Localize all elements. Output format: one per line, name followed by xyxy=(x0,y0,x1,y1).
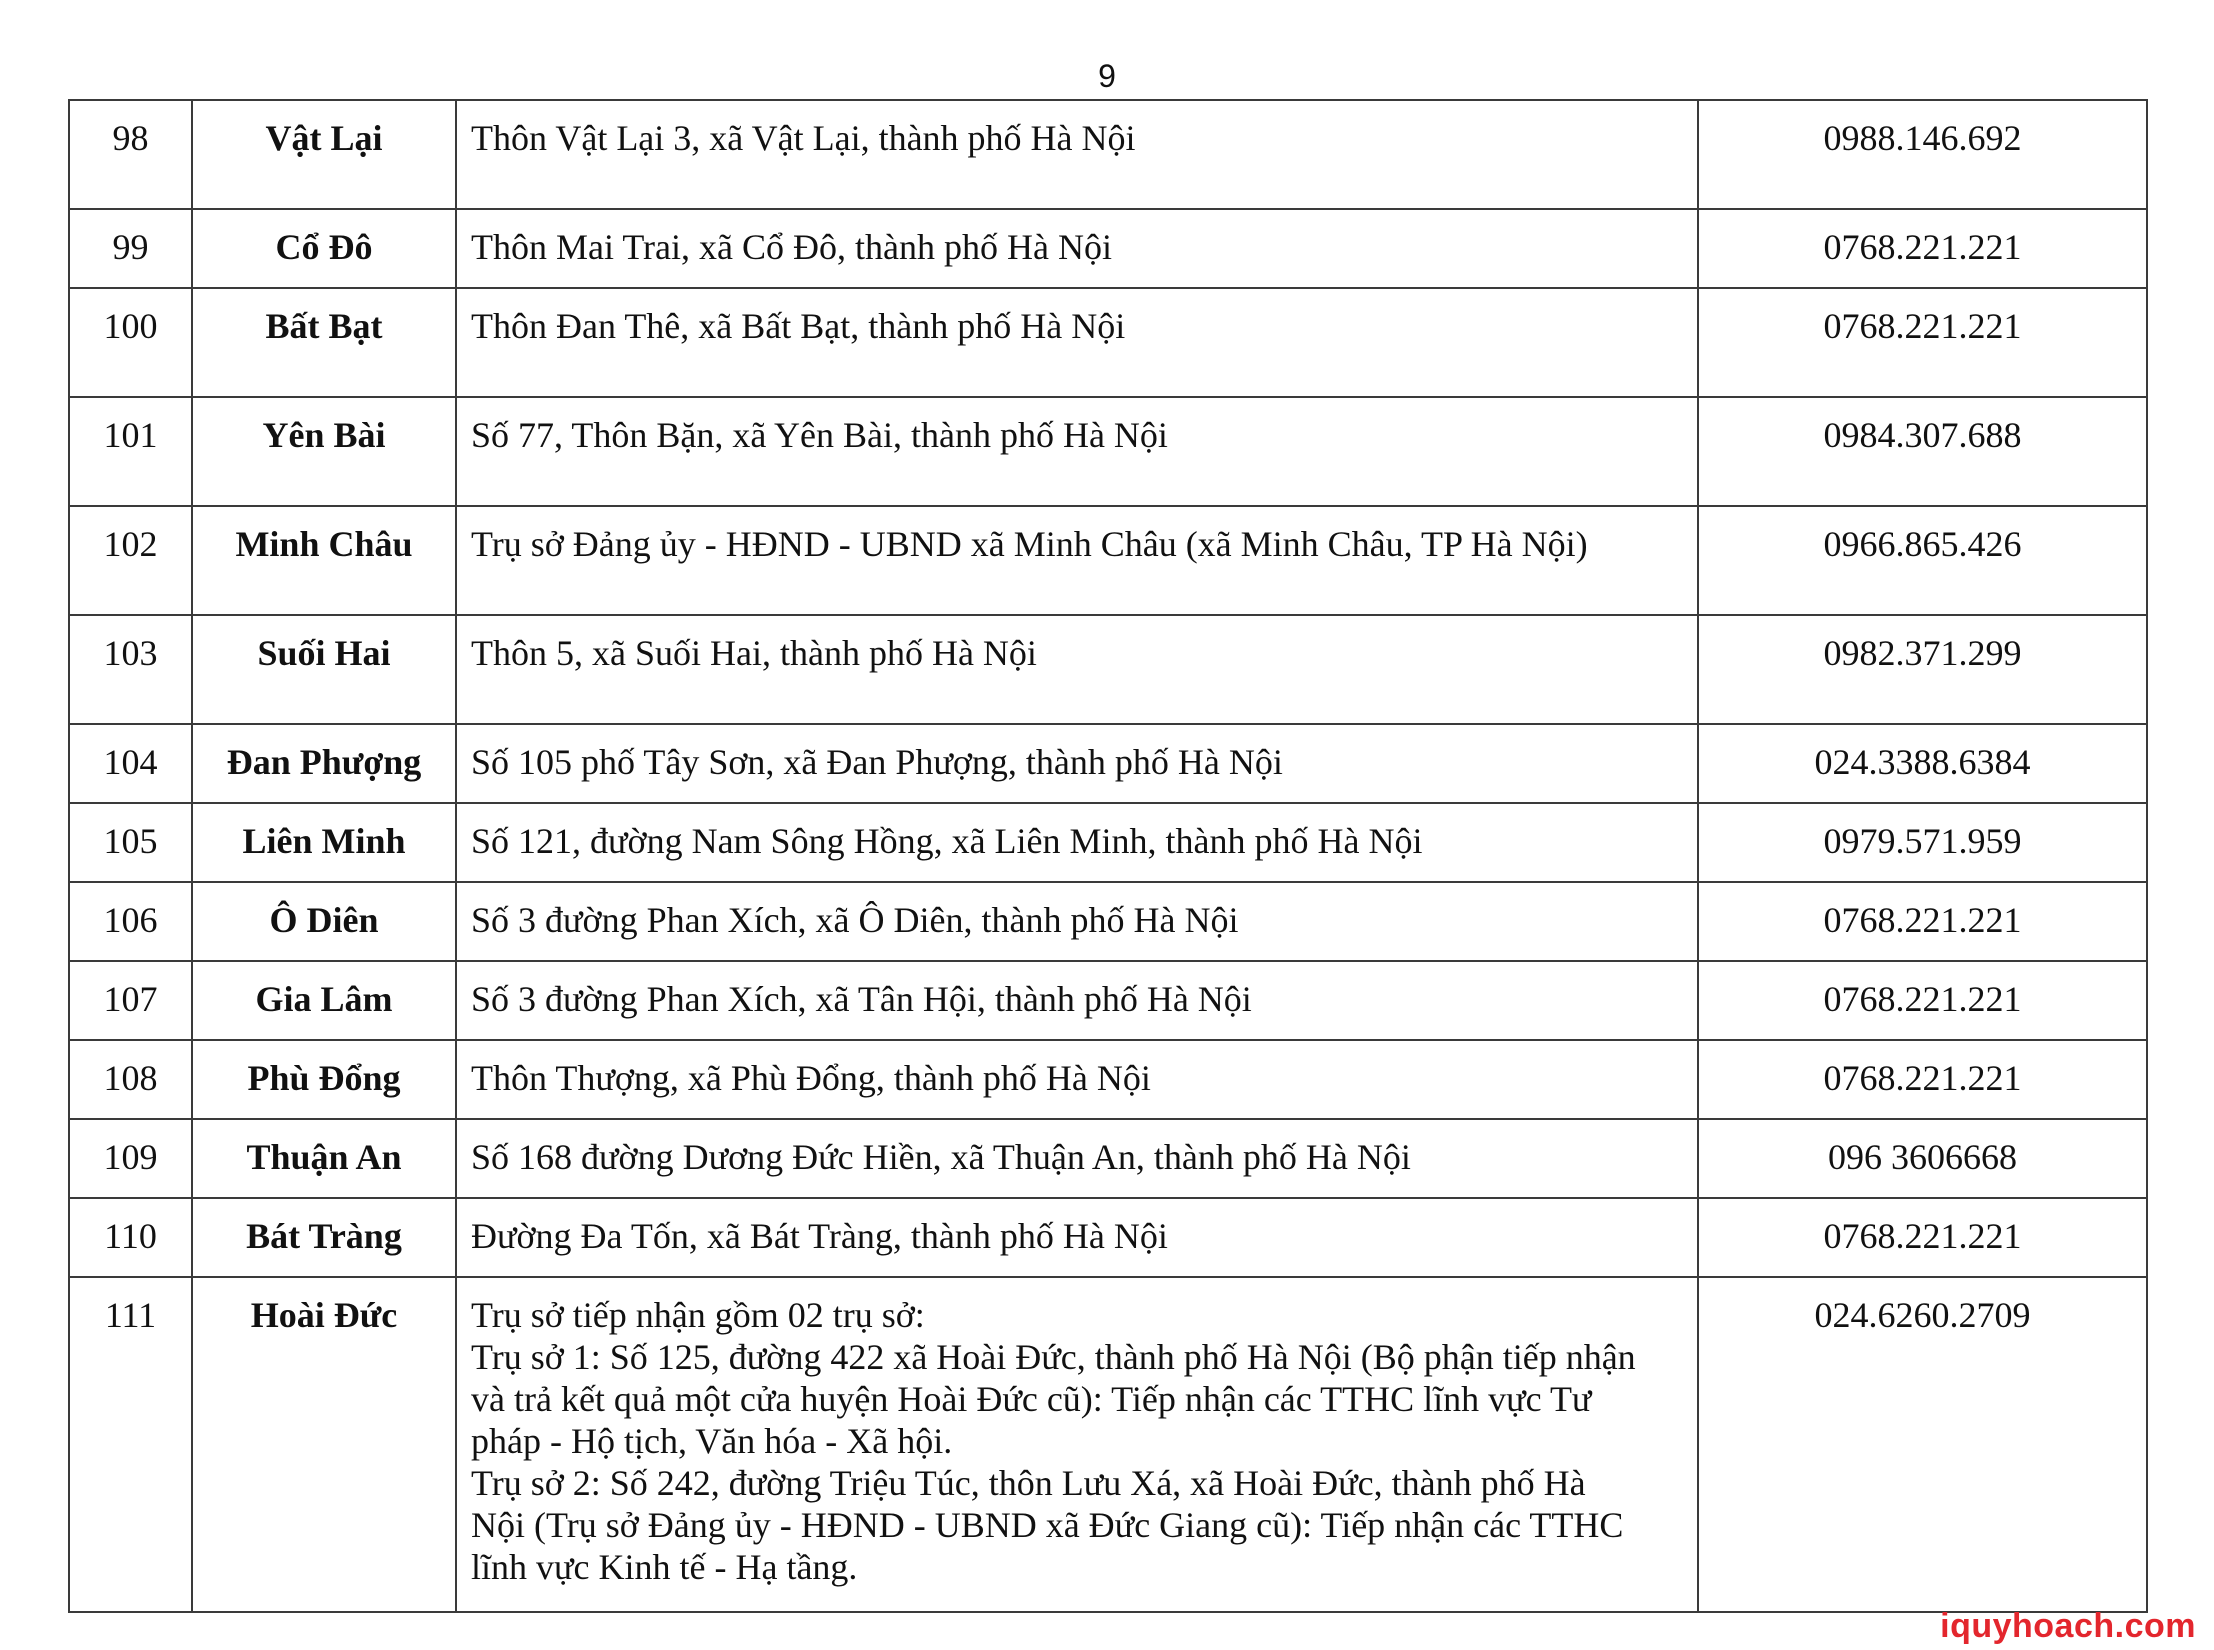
row-number: 106 xyxy=(69,882,192,961)
row-number: 107 xyxy=(69,961,192,1040)
row-number: 110 xyxy=(69,1198,192,1277)
row-number: 104 xyxy=(69,724,192,803)
commune-name: Hoài Đức xyxy=(192,1277,456,1612)
table-row xyxy=(69,1040,2147,1119)
commune-name: Đan Phượng xyxy=(192,724,456,803)
address-cell: Đường Đa Tốn, xã Bát Tràng, thành phố Hà Nội xyxy=(456,1198,1698,1277)
table-row xyxy=(69,803,2147,882)
commune-name: Liên Minh xyxy=(192,803,456,882)
phone-cell: 0768.221.221 xyxy=(1698,288,2147,397)
phone-cell: 0768.221.221 xyxy=(1698,1040,2147,1119)
row-number: 111 xyxy=(69,1277,192,1612)
address-cell: Số 3 đường Phan Xích, xã Ô Diên, thành phố Hà Nội xyxy=(456,882,1698,961)
address-line: Trụ sở tiếp nhận gồm 02 trụ sở: xyxy=(471,1295,925,1335)
address-line: Trụ sở 2: Số 242, đường Triệu Túc, thôn Lưu Xá, xã Hoài Đức, thành phố Hà xyxy=(471,1463,1586,1503)
address-cell: Thôn Thượng, xã Phù Đổng, thành phố Hà Nội xyxy=(456,1040,1698,1119)
phone-cell: 0768.221.221 xyxy=(1698,209,2147,288)
directory-table xyxy=(68,99,2148,1613)
row-number: 102 xyxy=(69,506,192,615)
address-cell: Thôn Vật Lại 3, xã Vật Lại, thành phố Hà Nội xyxy=(456,100,1698,209)
phone-cell: 096 3606668 xyxy=(1698,1119,2147,1198)
address-cell: Thôn 5, xã Suối Hai, thành phố Hà Nội xyxy=(456,615,1698,724)
row-number: 99 xyxy=(69,209,192,288)
commune-name: Suối Hai xyxy=(192,615,456,724)
row-number: 101 xyxy=(69,397,192,506)
table-row xyxy=(69,506,2147,615)
table-row xyxy=(69,397,2147,506)
commune-name: Gia Lâm xyxy=(192,961,456,1040)
row-number: 105 xyxy=(69,803,192,882)
address-cell: Số 168 đường Dương Đức Hiền, xã Thuận An, thành phố Hà Nội xyxy=(456,1119,1698,1198)
commune-name: Ô Diên xyxy=(192,882,456,961)
phone-cell: 0768.221.221 xyxy=(1698,882,2147,961)
phone-cell: 024.3388.6384 xyxy=(1698,724,2147,803)
address-cell: Thôn Đan Thê, xã Bất Bạt, thành phố Hà Nội xyxy=(456,288,1698,397)
commune-name: Bát Tràng xyxy=(192,1198,456,1277)
address-line: và trả kết quả một cửa huyện Hoài Đức cũ): Tiếp nhận các TTHC lĩnh vực Tư xyxy=(471,1379,1592,1419)
row-number: 98 xyxy=(69,100,192,209)
row-number: 108 xyxy=(69,1040,192,1119)
phone-cell: 0988.146.692 xyxy=(1698,100,2147,209)
table-row xyxy=(69,1198,2147,1277)
table-row xyxy=(69,882,2147,961)
address-line: Trụ sở 1: Số 125, đường 422 xã Hoài Đức, thành phố Hà Nội (Bộ phận tiếp nhận xyxy=(471,1337,1636,1377)
table-row xyxy=(69,615,2147,724)
commune-name: Minh Châu xyxy=(192,506,456,615)
phone-cell: 0979.571.959 xyxy=(1698,803,2147,882)
address-line: lĩnh vực Kinh tế - Hạ tầng. xyxy=(471,1547,858,1587)
address-cell: Số 3 đường Phan Xích, xã Tân Hội, thành phố Hà Nội xyxy=(456,961,1698,1040)
phone-cell: 024.6260.2709 xyxy=(1698,1277,2147,1612)
table-row xyxy=(69,100,2147,209)
address-cell: Số 105 phố Tây Sơn, xã Đan Phượng, thành phố Hà Nội xyxy=(456,724,1698,803)
table-row xyxy=(69,209,2147,288)
commune-name: Thuận An xyxy=(192,1119,456,1198)
commune-name: Yên Bài xyxy=(192,397,456,506)
phone-cell: 0982.371.299 xyxy=(1698,615,2147,724)
table-row xyxy=(69,1119,2147,1198)
table-row xyxy=(69,1277,2147,1612)
address-line: pháp - Hộ tịch, Văn hóa - Xã hội. xyxy=(471,1421,953,1461)
address-cell: Số 77, Thôn Bặn, xã Yên Bài, thành phố Hà Nội xyxy=(456,397,1698,506)
table-row xyxy=(69,724,2147,803)
page-number: 9 xyxy=(1098,58,1116,94)
row-number: 109 xyxy=(69,1119,192,1198)
commune-name: Cổ Đô xyxy=(192,209,456,288)
address-cell: Số 121, đường Nam Sông Hồng, xã Liên Minh, thành phố Hà Nội xyxy=(456,803,1698,882)
phone-cell: 0984.307.688 xyxy=(1698,397,2147,506)
phone-cell: 0768.221.221 xyxy=(1698,1198,2147,1277)
commune-name: Phù Đổng xyxy=(192,1040,456,1119)
address-line: Nội (Trụ sở Đảng ủy - HĐND - UBND xã Đức Giang cũ): Tiếp nhận các TTHC xyxy=(471,1505,1624,1545)
address-cell: Trụ sở Đảng ủy - HĐND - UBND xã Minh Châu (xã Minh Châu, TP Hà Nội) xyxy=(456,506,1698,615)
table-row xyxy=(69,288,2147,397)
row-number: 100 xyxy=(69,288,192,397)
phone-cell: 0768.221.221 xyxy=(1698,961,2147,1040)
commune-name: Vật Lại xyxy=(192,100,456,209)
address-cell: Thôn Mai Trai, xã Cổ Đô, thành phố Hà Nội xyxy=(456,209,1698,288)
phone-cell: 0966.865.426 xyxy=(1698,506,2147,615)
table-row xyxy=(69,961,2147,1040)
address-cell xyxy=(456,1277,1698,1612)
watermark-text: iquyhoach.com xyxy=(1940,1607,2196,1645)
row-number: 103 xyxy=(69,615,192,724)
commune-name: Bất Bạt xyxy=(192,288,456,397)
